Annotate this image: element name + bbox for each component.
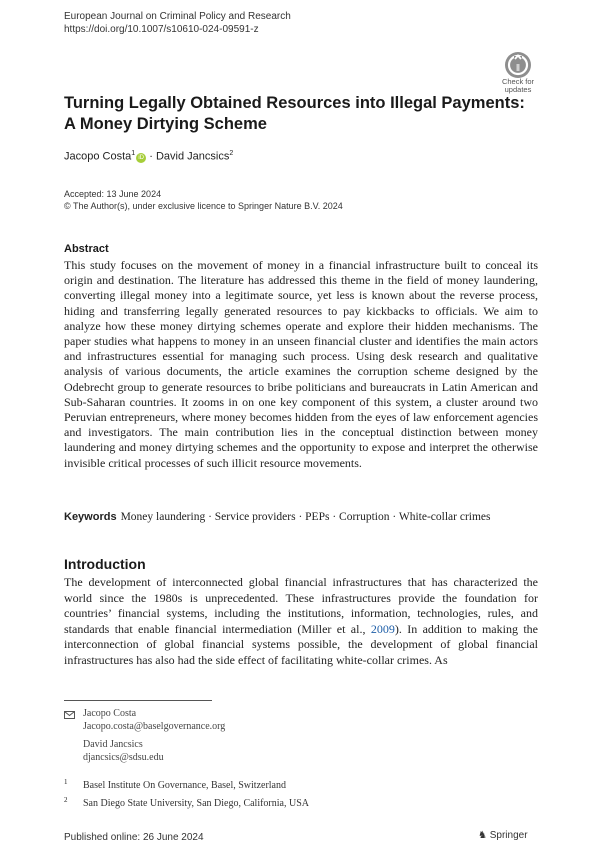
affiliation-number: 2 — [64, 796, 68, 804]
publisher-logo — [478, 830, 528, 841]
copyright-notice: © The Author(s), under exclusive licence to Springer Nature B.V. 2024 — [64, 201, 343, 211]
contact-block — [83, 708, 225, 764]
journal-name: European Journal on Criminal Policy and Research — [64, 11, 291, 22]
article-dates — [64, 188, 343, 212]
affiliation-marker: 2 — [229, 150, 234, 157]
published-online-date: Published online: 26 June 2024 — [64, 832, 204, 843]
affiliation-text: San Diego State University, San Diego, California, USA — [83, 798, 309, 809]
affiliation-marker: 1 — [131, 150, 136, 157]
contact-name: David Jancsics — [83, 739, 143, 750]
springer-horse-icon: ♞ — [478, 830, 487, 841]
check-for-updates-label: Check for updates — [501, 77, 535, 94]
journal-doi[interactable]: https://doi.org/10.1007/s10610-024-09591-z — [64, 24, 259, 35]
keywords-list: Money laundering · Service providers · PEPs · Corruption · White-collar crimes — [120, 511, 491, 523]
article-title — [64, 93, 534, 135]
journal-header — [64, 10, 291, 36]
keywords-label: Keywords — [64, 511, 117, 523]
keywords — [64, 511, 544, 523]
author-separator: · — [149, 150, 153, 163]
introduction-body — [64, 575, 538, 668]
abstract-heading: Abstract — [64, 243, 109, 255]
author-name[interactable]: David Jancsics — [155, 150, 230, 163]
check-for-updates-icon — [505, 52, 531, 78]
abstract-body: This study focuses on the movement of money in a financial infrastructure built to conceal its origin and destination. The literature has addressed this theme in the field of money laundering, converting illegal money into a legitimate source, yet less is known about the reverse process, hiding and transferring legally generated resources to pay kickbacks to officials. We aim to analyze how these money dirtying schemes operate and explore their hidden mechanisms. The paper studies what happens to money in an unseen financial cluster and identifies the main actors and infrastructures essential for managing such process. Using desk research and qualitative analysis of various documents, the article examines the corruption scheme designed by the Odebrecht group to generate resources to bribe politicians and bureaucrats in Latin American and Sub-Saharan countries. It zooms in on one key component of this system, a cluster around two Peruvian entrepreneurs, where money becomes hidden from the eyes of law enforcement agencies and investigators. The main contribution lies in the conceptual distinction between money laundering and money dirtying schemes and the opportunity to expose and interpret the otherwise invisible critical processes of such illicit resource movements. — [64, 258, 538, 470]
intro-text-part: The development of interconnected global financial infrastructures that has characterized the world since the 1980s is unprecedented. These infrastructures provide the foundation for countries’ financial systems, including the institutions, information, technologies, rules, and standards that enable financial intermediation (Miller et al., — [64, 575, 538, 636]
contact-name: Jacopo Costa — [83, 708, 137, 719]
check-for-updates-badge[interactable] — [496, 52, 540, 96]
citation-link[interactable]: 2009 — [370, 621, 395, 636]
author-list — [64, 150, 233, 163]
introduction-heading: Introduction — [64, 556, 146, 572]
contact-email[interactable]: djancsics@sdsu.edu — [83, 751, 164, 763]
affiliation-text: Basel Institute On Governance, Basel, Switzerland — [83, 780, 286, 791]
envelope-icon — [64, 711, 75, 719]
author-name[interactable]: Jacopo Costa — [64, 150, 132, 163]
intro-text-part: ). In addition to making the interconnection of global financial systems possible, the development of global financial infrastructures has also had the side effect of facilitating white-collar crimes. As — [64, 621, 538, 667]
title-line-1: Turning Legally Obtained Resources into Illegal Payments: — [64, 94, 525, 112]
affiliation-number: 1 — [64, 778, 68, 786]
footnote-divider — [64, 700, 212, 701]
accepted-date: Accepted: 13 June 2024 — [64, 189, 162, 199]
publisher-name: Springer — [489, 830, 528, 841]
orcid-icon[interactable]: iD — [136, 153, 146, 163]
contact-email[interactable]: Jacopo.costa@baselgovernance.org — [83, 720, 226, 732]
title-line-2: A Money Dirtying Scheme — [64, 115, 267, 133]
